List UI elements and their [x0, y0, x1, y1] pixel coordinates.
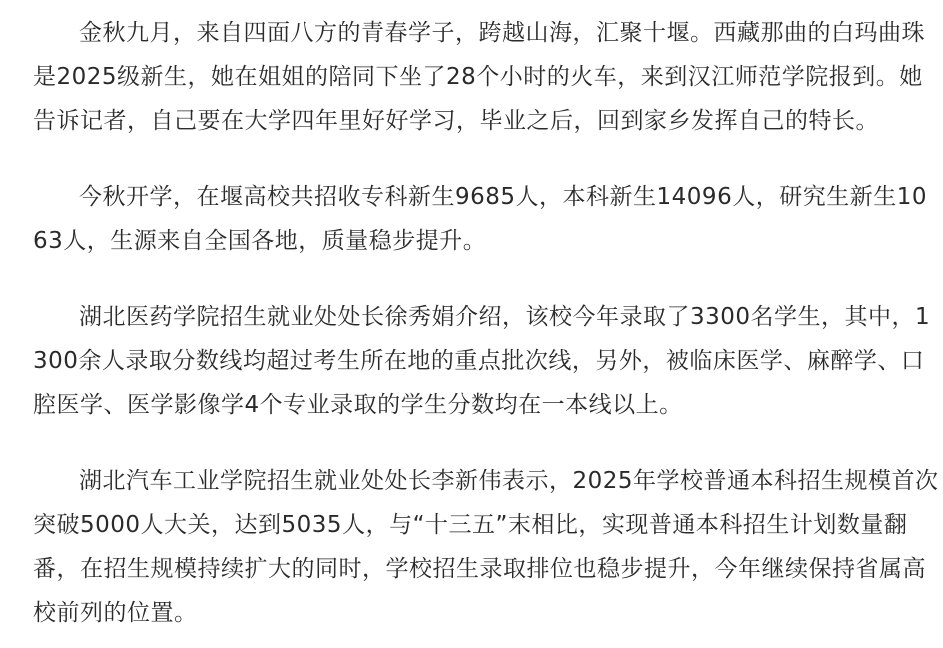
article-paragraph-2: 今秋开学，在堰高校共招收专科新生9685人，本科新生14096人，研究生新生1063人，生源来自全国各地，质量稳步提升。 [33, 184, 927, 254]
article-paragraph-1: 金秋九月，来自四面八方的青春学子，跨越山海，汇聚十堰。西藏那曲的白玛曲珠是2025级新生，她在姐姐的陪同下坐了28个小时的火车，来到汉江师范学院报到。她告诉记者，自己要在大学四年里好好学习，毕业之后，回到家乡发挥自己的特长。 [33, 20, 925, 134]
article-paragraph-4: 湖北汽车工业学院招生就业处处长李新伟表示，2025年学校普通本科招生规模首次突破5000人大关，达到5035人，与“十三五”末相比，实现普通本科招生计划数量翻番，在招生规模持续扩大的同时，学校招生录取排位也稳步提升，今年继续保持省属高校前列的位置。 [33, 468, 939, 626]
article-paragraph-3: 湖北医药学院招生就业处处长徐秀娟介绍，该校今年录取了3300名学生，其中，1300余人录取分数线均超过考生所在地的重点批次线，另外，被临床医学、麻醉学、口腔医学、医学影像学4个专业录取的学生分数均在一本线以上。 [33, 304, 931, 418]
